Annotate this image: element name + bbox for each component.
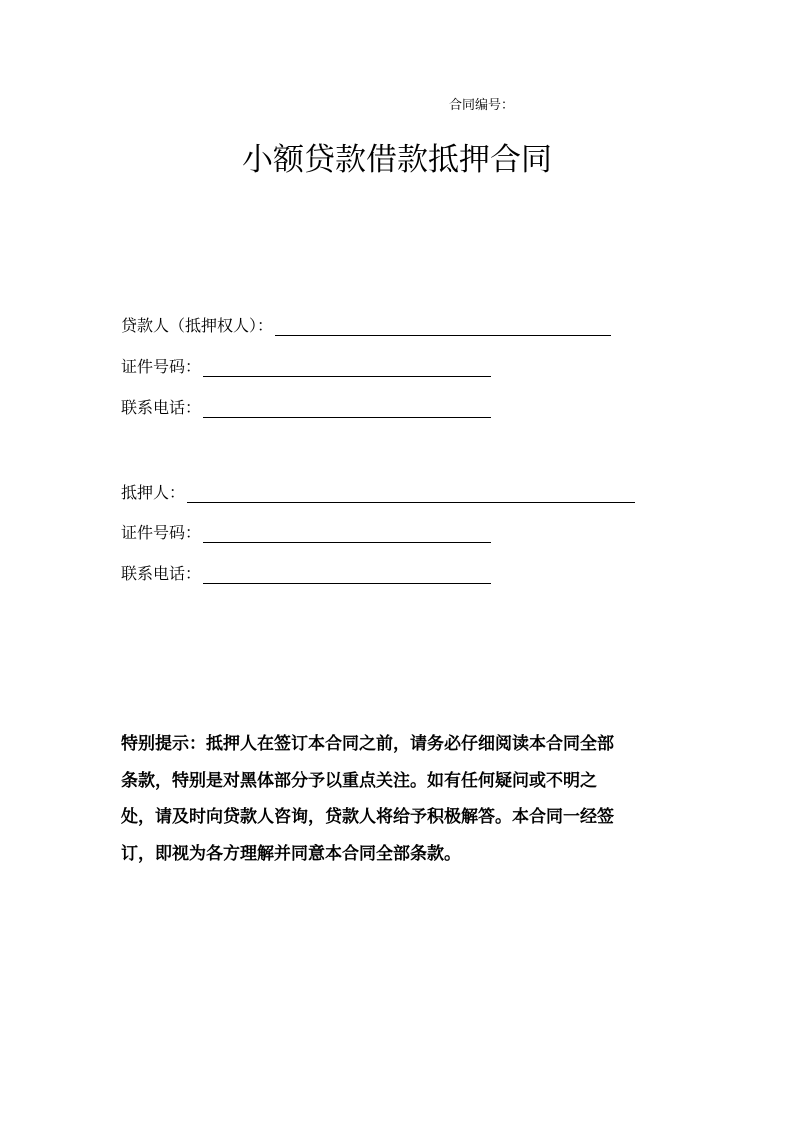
lender-id-field (121, 354, 491, 378)
lender-id-label: 证件号码： (121, 357, 202, 376)
mortgagor-phone-label: 联系电话： (121, 564, 202, 583)
special-notice (121, 726, 673, 872)
lender-phone-label: 联系电话： (121, 398, 202, 417)
mortgagor-name-blank[interactable] (187, 483, 635, 503)
notice-line: 条款，特别是对黑体部分予以重点关注。如有任何疑问或不明之 (121, 770, 597, 791)
lender-phone-field (121, 395, 491, 419)
notice-line: 订，即视为各方理解并同意本合同全部条款。 (121, 843, 461, 864)
mortgagor-phone-blank[interactable] (203, 564, 491, 584)
mortgagor-id-label: 证件号码： (121, 523, 202, 542)
contract-number-label: 合同编号： (449, 98, 515, 113)
document-title: 小额贷款借款抵押合同 (242, 142, 552, 178)
lender-phone-blank[interactable] (203, 398, 491, 418)
mortgagor-name-label: 抵押人： (121, 483, 186, 502)
notice-line: 特别提示：抵押人在签订本合同之前，请务必仔细阅读本合同全部 (121, 734, 614, 754)
lender-name-blank[interactable] (275, 316, 611, 336)
lender-name-field (121, 313, 611, 337)
mortgagor-id-blank[interactable] (203, 523, 491, 543)
lender-name-label: 贷款人（抵押权人）： (121, 316, 274, 335)
notice-line: 处，请及时向贷款人咨询，贷款人将给予积极解答。本合同一经签 (121, 807, 614, 827)
mortgagor-name-field (121, 480, 635, 504)
lender-id-blank[interactable] (203, 357, 491, 377)
mortgagor-id-field (121, 520, 491, 544)
mortgagor-phone-field (121, 561, 491, 585)
